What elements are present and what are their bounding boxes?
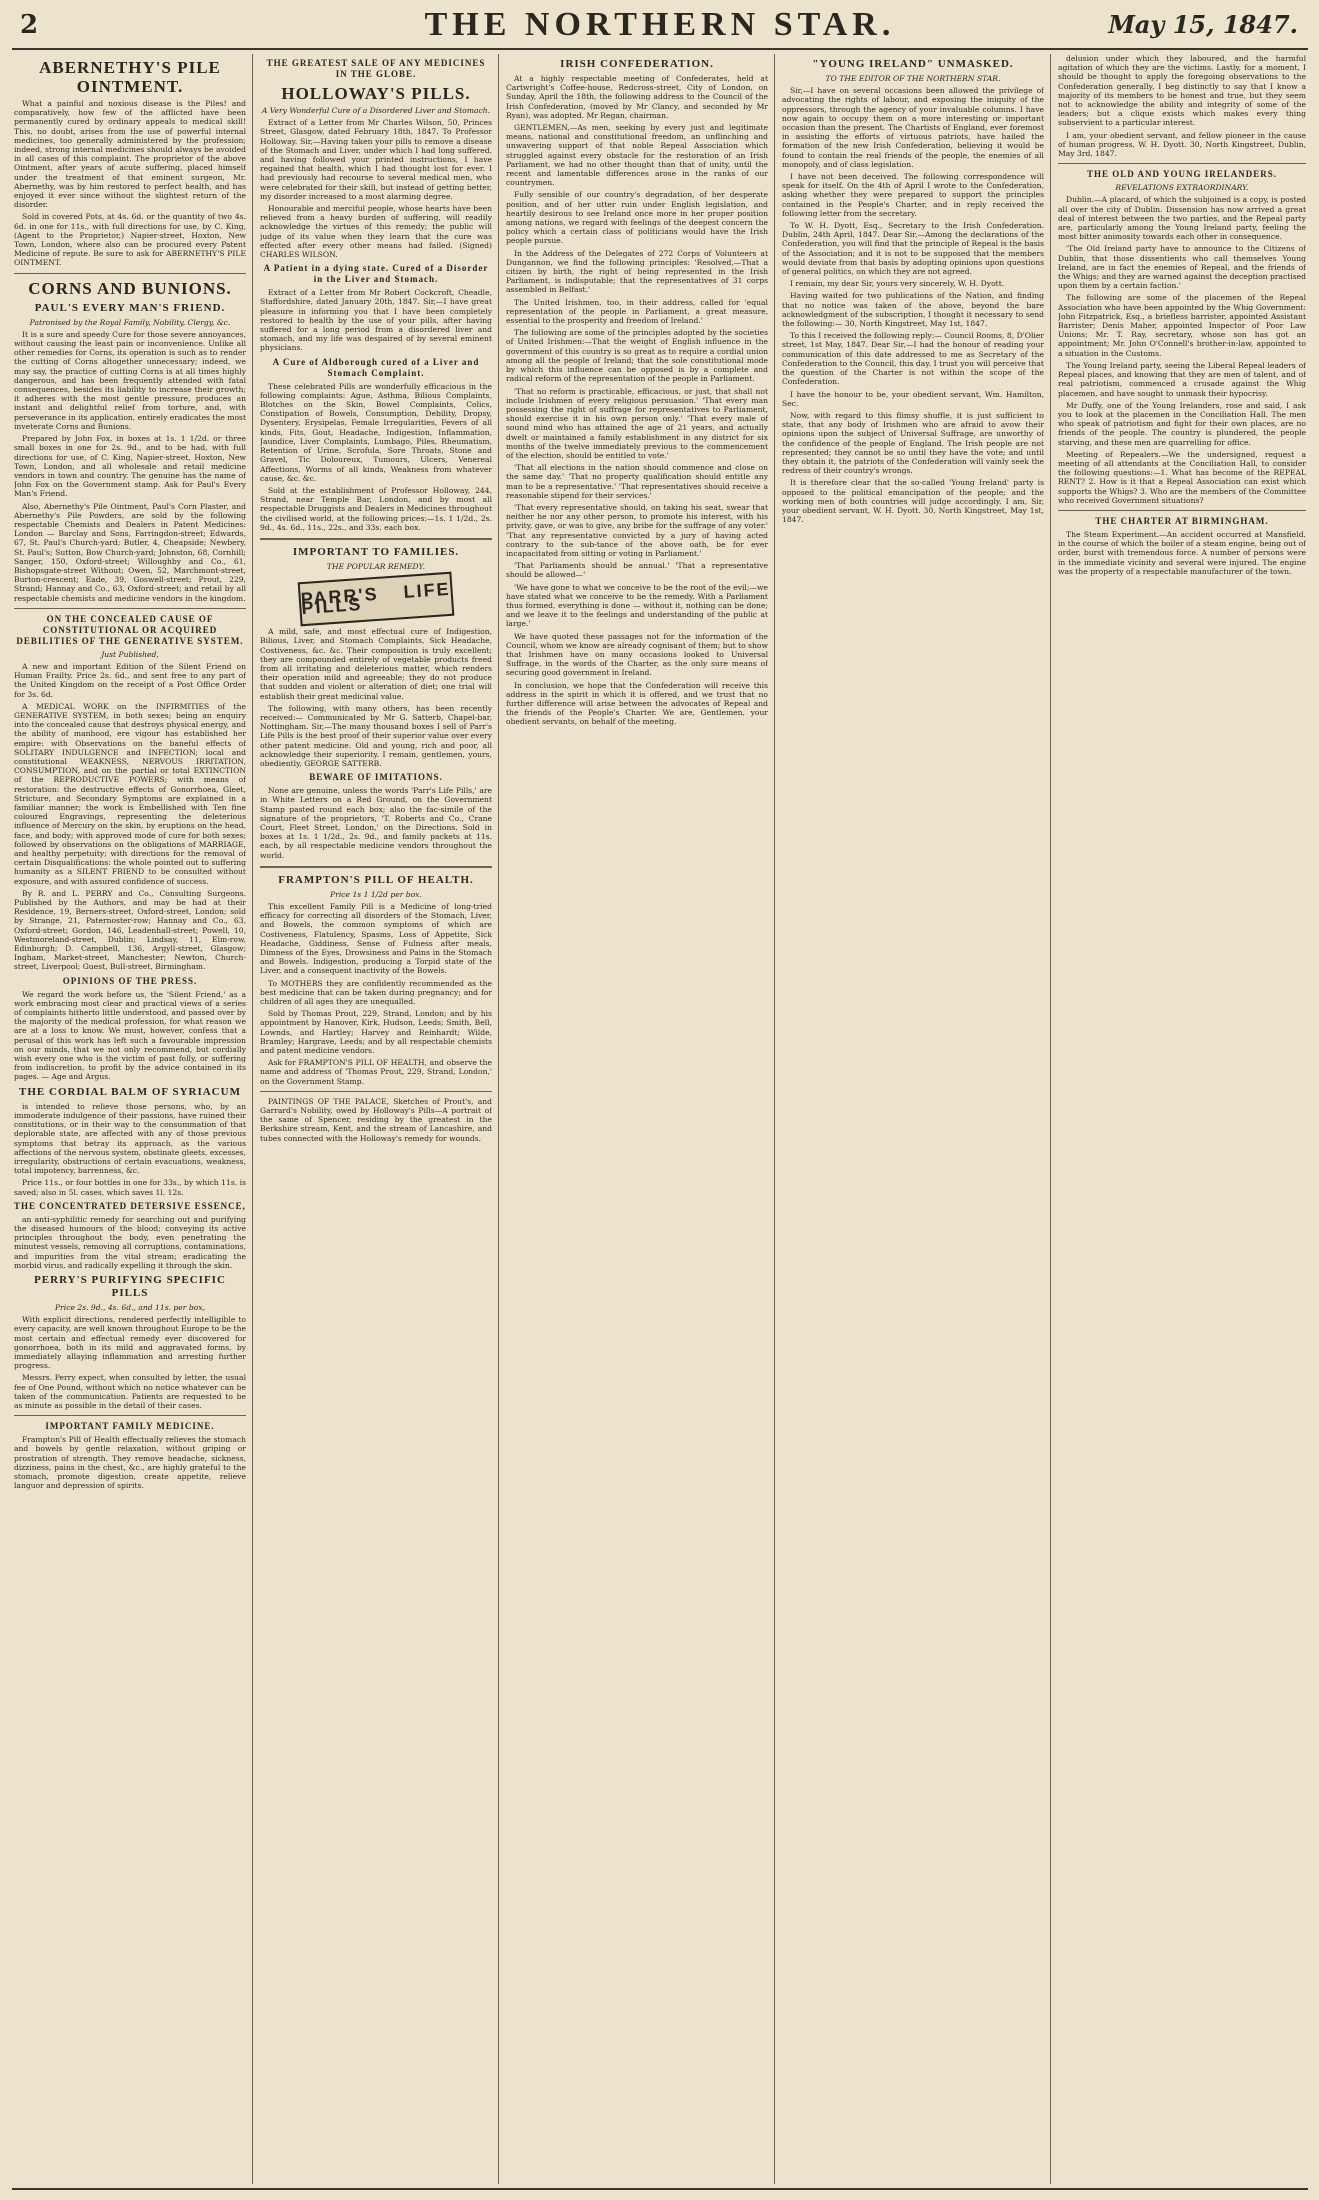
article-paragraph: Frampton's Pill of Health effectually relieves the stomach and bowels by gentle relaxation, without griping or prostration of strength. They remove headache, sickness, dizziness, pains in the chest, &c., are highly grateful to the stomach, promote digestion, create appetite, relieve languor and depression of spirits. xyxy=(14,1435,246,1491)
issue-date: May 15, 1847. xyxy=(1108,10,1298,39)
article-paragraph: Mr Duffy, one of the Young Irelanders, rose and said, I ask you to look at the placemen in the Conciliation Hall. The men who speak of patriotism and fight for their own places, are no friends of the people. The country is plundered, the people starving, and these men are quarrelling for office. xyxy=(1058,400,1306,447)
parrs-life-pills-logo: PARR'S LIFE PILLS xyxy=(298,572,455,627)
article-paragraph: At a highly respectable meeting of Confederates, held at Cartwright's Coffee-house, Redcross-street, City of London, on Sunday, April the 18th, the following address to the Council of the Irish Confederation, (moved by Mr Clancy, and seconded by Mr Ryan), was adopted. Mr Regan, chairman. xyxy=(506,74,768,120)
article-paragraph: What a painful and noxious disease is the Piles! and comparatively, how few of the afflicted have been permanently cured by ordinary appeals to medical skill! This, no doubt, arises from the use of powerful internal medicines, too generally administered by the profession; indeed, strong internal medicines should always be avoided in all cases of this complaint. The proprietor of the above Ointment, after years of acute suffering, placed himself under the treatment of that eminent surgeon, Mr. Abernethy, was by him restored to perfect health, and has enjoyed it ever since without the slightest return of the disorder. xyxy=(14,99,246,210)
divider xyxy=(14,1415,246,1416)
article-paragraph: Dublin.—A placard, of which the subjoined is a copy, is posted all over the city of Dublin. Dissension has now arrived a great deal of interest between the two parties, and the Repeal party are, particularly among the Young Ireland party, feeling the most bitter animosity towards each other in consequence. xyxy=(1058,195,1306,242)
column-1 xyxy=(14,54,246,2184)
perrys-heading: PERRY'S PURIFYING SPECIFIC PILLS xyxy=(34,1273,226,1299)
column-rule xyxy=(774,54,775,2184)
article-paragraph: GENTLEMEN,—As men, seeking by every just and legitimate means, national and constitutional freedom, an unflinching and unwavering support of that noble Repeal Association which struggled against every obstacle for the restoration of an Irish Parliament, we had no other thought than that of unity, until the recent and lamentable differences arose in the ranks of our countrymen. xyxy=(506,123,768,188)
syriacum-heading: THE CORDIAL BALM OF SYRIACUM xyxy=(19,1085,241,1098)
article-paragraph: Now, with regard to this flimsy shuffle, it is just sufficient to state, that any body of Irishmen who are afraid to avow their opinions upon the subject of Universal Suffrage, are unworthy of the confidence of the people of England. The Irish people are not represented; they cannot be so until they have the vote; and until they obtain it, the patriots of the Confederation will vainly seek the redress of their country's wrongs. xyxy=(782,410,1044,476)
debility-subheading: Just Published, xyxy=(101,649,159,659)
article-paragraph: It is therefore clear that the so-called 'Young Ireland' party is opposed to the political emancipation of the people; and the working men of both countries will judge accordingly. I am, Sir, your obedient servant, W. H. Dyott. 30, North Kingstreet, May 1st, 1847. xyxy=(782,478,1044,525)
article-paragraph: I have not been deceived. The following correspondence will speak for itself. On the 4th of April I wrote to the Confederation, asking whether they were prepared to support the principles contained in the People's Charter, and in reply received the following letter from the secretary. xyxy=(782,172,1044,218)
divider xyxy=(14,608,246,609)
article-paragraph: Honourable and merciful people, whose hearts have been relieved from a heavy burden of suffering, will readily acknowledge the virtues of this remedy; the public will judge of its value when they learn that the cure was effected after every other means had failed. (Signed) CHARLES WILSON. xyxy=(260,204,492,260)
article-paragraph: The Steam Experiment.—An accident occurred at Mansfield, in the course of which the boiler of a steam engine, being out of order, burst with tremendous force. A number of persons were in the immediate vicinity and several were injured. The engine was the property of a respectable manufacturer of the town. xyxy=(1058,529,1306,576)
article-paragraph: 'That every representative should, on taking his seat, swear that neither he nor any other person, to promote his interest, with his privity, gave, or was to give, any bribe for the suffrage of any voter.' 'That any representative convicted by a jury of having acted contrary to the sub-tance of the above oath, be for ever incapacitated from sitting or voting in Parliament.' xyxy=(506,502,768,558)
holloway-heading: HOLLOWAY'S PILLS. xyxy=(281,84,471,103)
greatest-sale-heading: THE GREATEST SALE OF ANY MEDICINES IN THE GLOBE. xyxy=(266,58,486,79)
article-paragraph: Sold at the establishment of Professor Holloway, 244, Strand, near Temple Bar, London, and by most all respectable Druggists and Dealers in Medicines throughout the civilised world, at the following prices:—1s. 1 1/2d., 2s. 9d., 4s. 6d., 11s., 22s., and 33s. each box. xyxy=(260,485,492,532)
article-paragraph: Sir,—I have on several occasions been allowed the privilege of advocating the rights of labour, and exposing the iniquity of the oppressors, through the agency of your invaluable columns. I have now again to occupy them on a more interesting or important occasion than the present. The Chartists of England, ever foremost in assisting the efforts of virtuous patriots, have hailed the formation of the new Irish Confederation, believing it would be found to contain the real friends of the people, the enemies of all monopoly, and of class legislation. xyxy=(782,86,1044,169)
article-paragraph: is intended to relieve those persons, who, by an immoderate indulgence of their passions, have ruined their constitutions, or in their way to the consummation of that deplorable state, are affected with any of those previous symptoms that betray its approach, as the various affections of the nervous system, obstinate gleets, excesses, irregularity, obstructions of certain evacuations, weakness, total impotency, barrenness, &c. xyxy=(14,1101,246,1176)
article-paragraph: Messrs. Perry expect, when consulted by letter, the usual fee of One Pound, without which no notice whatever can be taken of the communication. Patients are requested to be as minute as possible in the detail of their cases. xyxy=(14,1373,246,1410)
footer-rule xyxy=(12,2188,1308,2190)
article-paragraph: Meeting of Repealers.—We the undersigned, request a meeting of all attendants at the Conciliation Hall, to consider the following questions:—1. What has become of the REPEAL RENT? 2. How is it that a Repeal Association can exist which supports the Whigs? 3. Who are the members of the Committee who received Government situations? xyxy=(1058,449,1306,505)
column-5 xyxy=(1058,54,1306,2184)
article-paragraph: We regard the work before us, the 'Silent Friend,' as a work embracing most clear and practical views of a series of complaints hitherto little understood, and passed over by the majority of the medical profession, for what reason we are at a loss to know. We must, however, confess that a perusal of this work has left such a favourable impression on our minds, that we not only recommend, but cordially wish every one who is the victim of past folly, or suffering from indiscretion, to profit by the advice contained in its pages. — Age and Argus. xyxy=(14,989,246,1082)
article-paragraph: By R. and L. PERRY and Co., Consulting Surgeons. Published by the Authors, and may be had at their Residence, 19, Berners-street, Oxford-street, London; sold by Strange, 21, Paternoster-row; Hannay and Co., 63, Oxford-street; Gordon, 146, Leadenhall-street; Powell, 10, Westmoreland-street, Dublin; Lindsay, 11, Elm-row, Edinburgh; D. Campbell, 136, Argyll-street, Glasgow; Ingham, Market-street, Manchester; Newton, Church-street, Liverpool; Guest, Bull-street, Birmingham. xyxy=(14,888,246,972)
article-paragraph: an anti-syphilitic remedy for searching out and purifying the diseased humours of the blood; conveying its active principles throughout the body, even penetrating the minutest vessels, removing all corruptions, contaminations, and impurities from the vital stream; eradicating the morbid virus, and radically expelling it through the skin. xyxy=(14,1214,246,1270)
popular-remedy-subheading: THE POPULAR REMEDY. xyxy=(326,561,426,571)
article-paragraph: Sold in covered Pots, at 4s. 6d. or the quantity of two 4s. 6d. in one for 11s., with full directions for use, by C. King, (Agent to the Proprietor,) Napier-street, Hoxton, New Town, London, where also can be procured every Patent Medicine of repute. Be sure to ask for ABERNETHY'S PILE OINTMENT. xyxy=(14,212,246,268)
aldborough-heading: A Cure of Aldborough cured of a Liver and Stomach Complaint. xyxy=(272,356,480,378)
article-paragraph: I am, your obedient servant, and fellow pioneer in the cause of human progress, W. H. Dyott. 30, North Kingstreet, Dublin, May 3rd, 1847. xyxy=(1058,130,1306,159)
article-paragraph: I remain, my dear Sir, yours very sincerely, W. H. Dyott. xyxy=(790,279,1005,289)
article-paragraph: Fully sensible of our country's degradation, of her desperate position, and of her utter ruin under English legislation, and heartily desirous to see Ireland once more in her proper position among nations, we regard with feelings of the deepest concern the policy which a certain class of politicians would have the Irish people pursue. xyxy=(506,190,768,246)
divider xyxy=(1058,510,1306,511)
corns-heading: CORNS AND BUNIONS. xyxy=(28,278,232,298)
article-paragraph: Also, Abernethy's Pile Ointment, Paul's Corn Plaster, and Abernethy's Pile Powders, are sold by the following respectable Chemists and Dealers in Patent Medicines: London — Barclay and Sons, Farringdon-street; Edwards, 67, St. Paul's Church-yard; Butler, 4, Cheapside; Newbery, St. Paul's; Sutton, Bow Church-yard; Johnston, 68, Cornhill; Sanger, 150, Oxford-street; Willoughby and Co., 61, Bishopsgate-street Without; Owen, 52, Marchmont-street, Burton-crescent; Eade, 39, Goswell-street; Prout, 229, Strand; Hannay and Co., 63, Oxford-street; and retail by all respectable chemists and medicine vendors in the kingdom. xyxy=(14,501,246,603)
imitations-heading: BEWARE OF IMITATIONS. xyxy=(309,772,443,783)
abernethy-heading: ABERNETHY'S PILE OINTMENT. xyxy=(39,58,221,96)
press-heading: OPINIONS OF THE PRESS. xyxy=(62,975,198,986)
article-paragraph: Prepared by John Fox, in boxes at 1s. 1 1/2d. or three small boxes in one for 2s. 9d., and to be had, with full directions for use, of C. King, Napier-street, Hoxton, New Town, London, and all wholesale and retail medicine vendors in town and country. The genuine has the name of John Fox on the Government stamp. Ask for Paul's Every Man's Friend. xyxy=(14,434,246,499)
frampton-heading: FRAMPTON'S PILL OF HEALTH. xyxy=(278,873,474,886)
article-paragraph: The following are some of the placemen of the Repeal Association who have been appointed by the Whig Government: John Fitzpatrick, Esq., a briefless barrister, appointed Assistant Barrister; Denis Maher, appointed Inspector of Poor Law Unions; Mr. T. Ray, secretary, whose son has got an appointment; Mr. John O'Connell's brother-in-law, appointed to a situation in the Customs. xyxy=(1058,293,1306,358)
article-paragraph: To this I received the following reply:— Council Rooms, 8, D'Olier street, 1st May, 1847. Dear Sir,—I had the honour of reading your communication of this date addressed to me as Secretary of the Confederation to the Council, this day. I trust you will perceive that the question of the Charter is not within the scope of the Confederation. xyxy=(782,331,1044,387)
holloway-subheading: A Very Wonderful Cure of a Disordered Liver and Stomach. xyxy=(261,106,491,115)
masthead xyxy=(12,6,1308,46)
column-3 xyxy=(506,54,768,2184)
article-paragraph: To MOTHERS they are confidently recommended as the best medicine that can be taken during pregnancy; and for children of all ages they are unequalled. xyxy=(260,978,492,1007)
column-rule xyxy=(1050,54,1051,2184)
article-paragraph: The Young Ireland party, seeing the Liberal Repeal leaders of Repeal places, and knowing that they are men of talent, and of real patriotism, commenced a crusade against the Whig placemen, and have sought to unmask their hypocrisy. xyxy=(1058,360,1306,398)
article-paragraph: Extract of a Letter from Mr Robert Cockcroft, Cheadle, Staffordshire, dated January 20th, 1847. Sir,—I have great pleasure in informing you that I have been completely restored to health by the use of your pills, after having suffered for a long period from a disordered liver and stomach, and my life was despaired of by several eminent physicians. xyxy=(260,288,492,353)
divider xyxy=(14,273,246,274)
article-paragraph: The following are some of the principles adopted by the societies of United Irishmen:—That the weight of English influence in the government of this country is so great as to require a cordial union among all the people of Ireland; that the sole constitutional mode by which this influence can be opposed is by a complete and radical reform of the representation of the people in Parliament. xyxy=(506,328,768,384)
newspaper-title: THE NORTHERN STAR. xyxy=(424,6,896,43)
column-2 xyxy=(260,54,492,2184)
article-paragraph: A MEDICAL WORK on the INFIRMITIES of the GENERATIVE SYSTEM, in both sexes; being an enquiry into the concealed cause that destroys physical energy, and the ability of manhood, ere vigour has established her empire: with Observations on the baneful effects of SOLITARY INDULGENCE and INFECTION; local and constitutional WEAKNESS, NERVOUS IRRITATION, CONSUMPTION, and on the partial or total EXTINCTION of the REPRODUCTIVE POWERS; with means of restoration: the destructive effects of Gonorrhoea, Gleet, Stricture, and Secondary Symptoms are explained in a familiar manner; the work is Embellished with Ten fine coloured Engravings, representing the deleterious influence of Mercury on the skin, by eruptions on the head, face, and body; with approved mode of cure for both sexes; followed by observations on the obligations of MARRIAGE, and healthy perpetuity; with directions for the removal of certain Disqualifications: the whole pointed out to suffering humanity as a SILENT FRIEND to be consulted without exposure, and with assured confidence of success. xyxy=(14,701,246,886)
young-ireland-heading: "YOUNG IRELAND" UNMASKED. xyxy=(812,58,1014,70)
editor-subheading: TO THE EDITOR OF THE NORTHERN STAR. xyxy=(825,74,1001,83)
frampton-price: Price 1s 1 1/2d per box. xyxy=(330,889,422,899)
article-paragraph: To W. H. Dyott, Esq., Secretary to the Irish Confederation. Dublin, 24th April, 1847. Dear Sir,—Among the declarations of the Confederation, you will find that the principle of Repeal is the basis of the Association; and it is not to be supposed that the members would deviate from that basis by adopting opinions upon questions of general politics, on which they are not agreed. xyxy=(782,221,1044,277)
pauls-subheading: Patronised by the Royal Family, Nobility, Clergy, &c. xyxy=(29,317,231,327)
article-paragraph: It is a sure and speedy Cure for those severe annoyances, without causing the least pain or inconvenience. Unlike all other remedies for Corns, its operation is such as to render the cutting of Corns altogether unnecessary; indeed, we may say, the practice of cutting Corns is at all times highly dangerous, and has been frequently attended with fatal consequences, besides its liability to increase their growth; it adheres with the most gentle pressure, produces an instant and delightful relief from torture, and, with perseverance in its application, entirely eradicates the most inveterate Corns and Bunions. xyxy=(14,329,246,431)
article-paragraph: In the Address of the Delegates of 272 Corps of Volunteers at Dungannon, we find the following principles: 'Resolved,—That a citizen by birth, the right of being represented in the Irish Parliament, is indisputable; that the representatives of 31 corps assembled in Belfast.' xyxy=(506,248,768,295)
article-paragraph: 'That no reform is practicable, efficacious, or just, that shall not include Irishmen of every religious persuasion.' 'That every man possessing the right of suffrage for representatives to Parliament, should exercise it in his own person only.' 'That every male of sound mind who has attained the age of 21 years, and actually dwelt or maintained a family establishment in any district for six months of the twelve immediately previous to the commencement of the election, should be entitled to vote.' xyxy=(506,386,768,460)
masthead-rule xyxy=(12,48,1308,50)
families-heading: IMPORTANT TO FAMILIES. xyxy=(292,545,460,558)
article-paragraph: A new and important Edition of the Silent Friend on Human Frailty. Price 2s. 6d., and sent free to any part of the United Kingdom on the receipt of a Post Office Order for 3s. 6d. xyxy=(14,661,246,699)
article-paragraph: delusion under which they laboured, and the harmful agitation of which they are the victims. Lastly, for a moment, I should be thought to apply the foregoing observations to the Confederation generally, I beg distinctly to say that I know a majority of its members to be honest and true, but they seem not to acknowledge the ability and integrity of some of the leaders; but a clique exists which makes every thing subservient to a particular interest. xyxy=(1058,54,1306,128)
divider xyxy=(260,538,492,540)
article-paragraph: PAINTINGS OF THE PALACE, Sketches of Prout's, and Garrard's Nobility, owed by Holloway's Pills—A portrait of the same of Spencer, residing by the greatest in the Berkshire stream, Kent, and the stream of Lancashire, and tubes connected with the Holloway's remedy for wounds. xyxy=(260,1096,492,1143)
dying-patient-heading: A Patient in a dying state. Cured of a Disorder in the Liver and Stomach. xyxy=(263,263,489,285)
perrys-price: Price 2s. 9d., 4s. 6d., and 11s. per box, xyxy=(55,1302,205,1312)
old-young-irelanders-heading: THE OLD AND YOUNG IRELANDERS. xyxy=(1087,169,1277,180)
charter-birmingham-heading: THE CHARTER AT BIRMINGHAM. xyxy=(1095,515,1269,526)
article-paragraph: 'The Old Ireland party have to announce to the Citizens of Dublin, that those dissentients who call themselves Young Ireland, are in fact the enemies of Repeal, and the friends of the Whigs; and they are warned against the deception practised upon them by a certain faction.' xyxy=(1058,244,1306,291)
article-paragraph: These celebrated Pills are wonderfully efficacious in the following complaints: Ague, Asthma, Bilious Complaints, Blotches on the Skin, Bowel Complaints, Colics, Constipation of Bowels, Consumption, Debility, Dropsy, Dysentery, Erysipelas, Female Irregularities, Fevers of all kinds, Fits, Gout, Headache, Indigestion, Inflammation, Jaundice, Liver Complaints, Lumbago, Piles, Rheumatism, Retention of Urine, Scrofula, Sore Throats, Stone and Gravel, Tic Doloureux, Tumours, Ulcers, Venereal Affections, Worms of all kinds, Weakness from whatever cause, &c. &c. xyxy=(260,381,492,483)
divider xyxy=(260,866,492,868)
column-rule xyxy=(252,54,253,2184)
revelations-subheading: REVELATIONS EXTRAORDINARY. xyxy=(1115,183,1249,193)
article-paragraph: The United Irishmen, too, in their address, called for 'equal representation of the people in Parliament, a great measure, essential to the prosperity and freedom of Ireland.' xyxy=(506,297,768,326)
article-paragraph: Ask for FRAMPTON'S PILL OF HEALTH, and observe the name and address of 'Thomas Prout, 229, Strand, London,' on the Government Stamp. xyxy=(260,1058,492,1086)
article-paragraph: The following, with many others, has been recently received:— Communicated by Mr G. Satterb, Chapel-bar, Nottingham. Sir,—The many thousand boxes I sell of Parr's Life Pills is the best proof of their superior value over every other patent medicine. Old and young, rich and poor, all acknowledge their superiority. I remain, gentlemen, yours, obediently, GEORGE SATTERB. xyxy=(260,703,492,768)
divider xyxy=(260,1091,492,1092)
irish-confederation-heading: IRISH CONFEDERATION. xyxy=(560,58,714,70)
debility-heading: ON THE CONCEALED CAUSE OF CONSTITUTIONAL OR ACQUIRED DEBILITIES OF THE GENERATIVE SYSTEM. xyxy=(16,613,244,646)
article-paragraph: I have the honour to be, your obedient servant, Wm. Hamilton, Sec. xyxy=(782,389,1044,408)
article-paragraph: 'We have gone to what we conceive to be the root of the evil;—we have stated what we conceive to be the remedy. With a Parliament thus formed, everything is done — without it, nothing can be done; and we leave it to the feelings and understanding of the public at large.' xyxy=(506,582,768,629)
essence-heading: THE CONCENTRATED DETERSIVE ESSENCE, xyxy=(14,1200,246,1211)
article-paragraph: Extract of a Letter from Mr Charles Wilson, 50, Princes Street, Glasgow, dated February 18th, 1847. To Professor Holloway. Sir,—Having taken your pills to remove a disease of the Stomach and Liver, under which I had long suffered, and having followed your printed instructions, I have regained that health, which I had thought lost for ever. I had previously had recourse to several medical men, who were celebrated for their skill, but instead of getting better, my disorder increased to a most alarming degree. xyxy=(260,118,492,201)
article-paragraph: 'That all elections in the nation should commence and close on the same day.' 'That no property qualification should entitle any man to be a representative.' 'That representatives should receive a reasonable stipend for their services.' xyxy=(506,463,768,500)
article-paragraph: A mild, safe, and most effectual cure of Indigestion, Bilious, Liver, and Stomach Complaints, Sick Headache, Costiveness, &c. &c. Their composition is truly excellent; they are compounded entirely of vegetable products freed from all irritating and deleterious matter, which renders their operation mild and agreeable; they do not produce that sudden and violent or alteration of diet; one trial will establish their great medicinal value. xyxy=(260,627,492,701)
article-paragraph: In conclusion, we hope that the Confederation will receive this address in the spirit in which it is offered, and we trust that no further difference will arise between the advocates of Repeal and the friends of the People's Charter. We are, Gentlemen, your obedient servants, on behalf of the meeting. xyxy=(506,680,768,727)
article-paragraph: 'That Parliaments should be annual.' 'That a representative should be allowed—' xyxy=(506,561,768,580)
page-number: 2 xyxy=(20,10,39,40)
article-paragraph: With explicit directions, rendered perfectly intelligible to every capacity, are well known throughout Europe to be the most certain and effectual remedy ever discovered for gonorrhoea, both in its mild and aggravated forms, by immediately allaying inflammation and arresting further progress. xyxy=(14,1315,246,1371)
column-4 xyxy=(782,54,1044,2184)
pauls-heading: PAUL'S EVERY MAN'S FRIEND. xyxy=(34,301,226,314)
article-paragraph: We have quoted these passages not for the information of the Council, whom we know are already cognisant of them; but to show that Irishmen have on many occasions looked to Universal Suffrage, in the words of the Charter, as the only sure means of securing good government in Ireland. xyxy=(506,631,768,678)
article-paragraph: Having waited for two publications of the Nation, and finding that no notice was taken of the above, beyond the bare acknowledgment of the subscription, I thought it necessary to send the following:— 30, North Kingstreet, May 1st, 1847. xyxy=(782,291,1044,329)
article-paragraph: None are genuine, unless the words 'Parr's Life Pills,' are in White Letters on a Red Ground, on the Government Stamp pasted round each box; also the fac-simile of the signature of the proprietors, 'T. Roberts and Co., Crane Court, Fleet Street, London,' on the Directions. Sold in boxes at 1s. 1 1/2d., 2s. 9d., and family packets at 11s. each, by all respectable medicine vendors throughout the world. xyxy=(260,786,492,860)
column-rule xyxy=(498,54,499,2184)
divider xyxy=(1058,163,1306,164)
article-paragraph: This excellent Family Pill is a Medicine of long-tried efficacy for correcting all disorders of the Stomach, Liver, and Bowels, the common symptoms of which are Costiveness, Flatulency, Spasms, Loss of Appetite, Sick Headache, Giddiness, Sense of Fulness after meals, Dimness of the Eyes, Drowsiness and Pains in the Stomach and Bowels. Indigestion, producing a Torpid state of the Liver, and a consequent inactivity of the Bowels. xyxy=(260,902,492,976)
family-medicine-heading: IMPORTANT FAMILY MEDICINE. xyxy=(45,1421,215,1432)
article-paragraph: Price 11s., or four bottles in one for 33s., by which 11s. is saved; also in 5l. cases, which saves 1l. 12s. xyxy=(14,1178,246,1197)
article-paragraph: Sold by Thomas Prout, 229, Strand, London; and by his appointment by Hanover, Kirk, Hudson, Leeds; Smith, Bell, Lownds, and Hartley; Harvey and Reinhardt; Wilde, Bramley; Hargrave, Leeds; and by all respectable chemists and patent medicine vendors. xyxy=(260,1009,492,1056)
